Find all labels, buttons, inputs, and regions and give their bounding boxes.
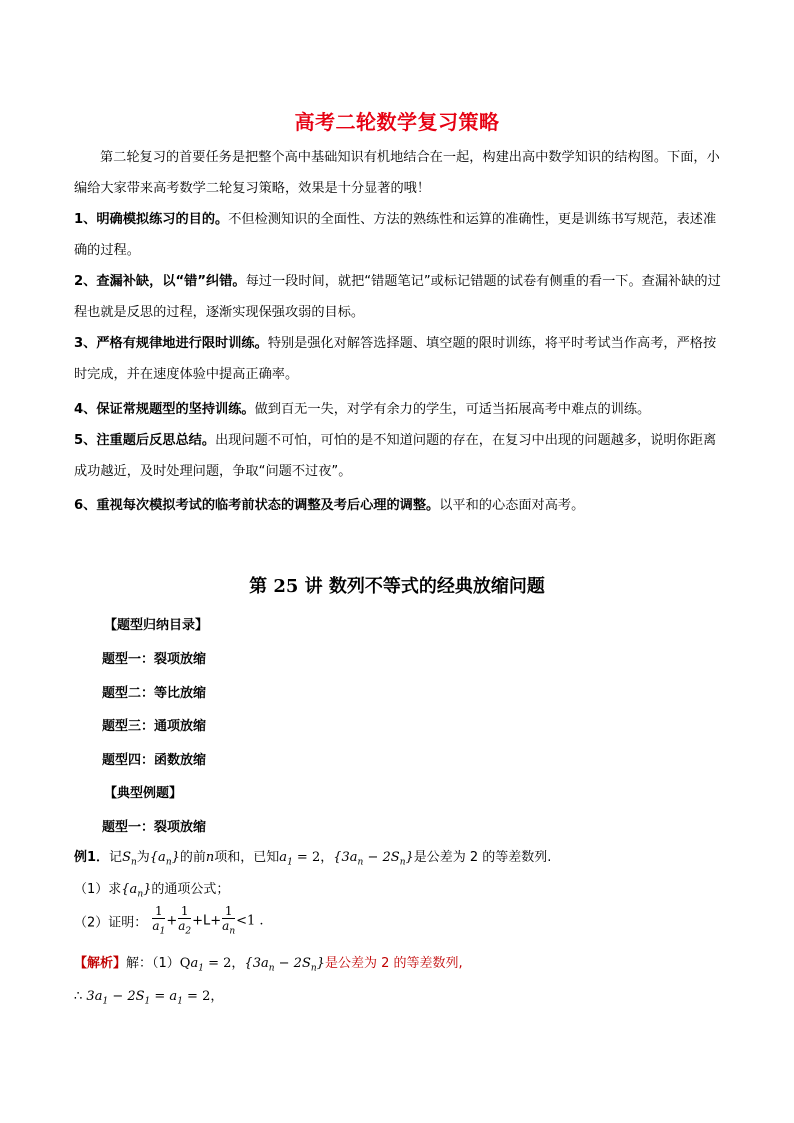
math-text: = 2 [203, 956, 232, 971]
solution-line-2 [74, 985, 223, 1007]
sol-text: 是公差为 2 的等差数列, [324, 956, 463, 971]
q-text: （2）证明： [74, 915, 148, 931]
math-text: a [279, 850, 288, 865]
math-sub: n [229, 926, 236, 937]
q-text: 的通项公式； [151, 882, 230, 897]
catalog-heading: 【题型归纳目录】 [104, 618, 209, 633]
strategy-5 [74, 425, 724, 487]
math-text: a [222, 919, 230, 933]
math-text: − 2S [108, 989, 145, 1004]
page-title: 高考二轮数学复习策略 [294, 110, 500, 134]
math-text: a [178, 919, 186, 933]
frac-den [178, 919, 191, 938]
math-because [179, 956, 232, 974]
strategy-2-head: 2、查漏补缺，以“错”纠错。 [74, 274, 246, 289]
strategy-2 [74, 266, 724, 328]
math-text: − 2S [363, 850, 400, 865]
strategy-4 [74, 394, 724, 425]
example-label: 例1． [74, 850, 110, 865]
math-text: {a [149, 850, 166, 865]
math-sub: n [310, 963, 317, 974]
strategy-3-body: 特别是强化对解答选择题、填空题的限时训练，将平时考试当作高考，严格按时完成，并在速度体验中提高正确率。 [74, 336, 717, 382]
frac-den [152, 919, 165, 938]
frac-num: 1 [222, 904, 235, 919]
math-sub: 1 [177, 996, 183, 1007]
stem-text: 为 [136, 850, 150, 865]
math-sub: 2 [185, 926, 192, 937]
math-text: } [316, 956, 325, 971]
math-sub: n [137, 889, 144, 900]
math-text: a [190, 956, 199, 971]
catalog-item-2: 题型二：等比放缩 [102, 686, 207, 701]
catalog-item-4: 题型四：函数放缩 [102, 753, 207, 768]
strategy-4-head: 4、保证常规题型的坚持训练。 [74, 402, 255, 417]
stem-text: 是公差为 2 的等差数列. [413, 850, 552, 865]
math-seq-expr [244, 956, 325, 974]
examples-heading: 【典型例题】 [104, 786, 183, 801]
math-text: {3a [333, 850, 358, 865]
math-sub: 1 [287, 857, 293, 868]
math-op: + [210, 913, 222, 929]
fraction-1-over-a2 [178, 904, 191, 938]
math-ellipsis: L [203, 913, 211, 929]
math-line2 [86, 989, 224, 1007]
math-seq-expr [333, 850, 414, 868]
strategy-5-body: 出现问题不可怕，可怕的是不知道问题的存在，在复习中出现的问题越多，说明你距离成功越近，及时处理问题，争取“问题不过夜”。 [74, 433, 717, 479]
math-text: 3a [86, 989, 103, 1004]
math-lt1: <1 . [236, 913, 264, 929]
sol-text: ， [231, 956, 245, 971]
analysis-label: 【解析】 [74, 956, 127, 971]
fraction-1-over-an [222, 904, 235, 938]
math-sub: n [165, 857, 172, 868]
math-sub: n [130, 857, 137, 868]
strategy-4-body: 做到百无一失，对学有余力的学生，可适当拓展高考中难点的训练。 [254, 402, 651, 417]
stem-text: 的前 [179, 850, 206, 865]
math-S: S [122, 850, 131, 865]
section-one-heading: 题型一：裂项放缩 [102, 820, 207, 835]
strategy-1 [74, 204, 724, 266]
math-sub: n [357, 857, 364, 868]
math-a1 [279, 850, 321, 868]
intro-paragraph: 第二轮复习的首要任务是把整个高中基础知识有机地结合在一起，构建出高中数学知识的结构图。下面，小编给大家带来高考数学二轮复习策略，效果是十分显著的哦！ [74, 150, 720, 196]
strategy-6-head: 6、重视每次模拟考试的临考前状态的调整及考后心理的调整。 [74, 498, 440, 513]
example-1-stem [74, 846, 551, 868]
strategy-6-body: 以平和的心态面对高考。 [439, 498, 585, 513]
stem-text: ， [320, 850, 334, 865]
math-text: } [143, 882, 152, 897]
math-Sn [122, 850, 137, 868]
math-text: = 2， [182, 989, 224, 1004]
strategy-6 [74, 490, 724, 521]
strategy-2-body: 每过一段时间，就把“错题笔记”或标记错题的试卷有侧重的看一下。查漏补缺的过程也就是反思的过程，逐渐实现保强攻弱的目标。 [74, 274, 721, 320]
math-sub: n [268, 963, 275, 974]
math-sub: n [399, 857, 406, 868]
frac-den [222, 919, 235, 938]
math-text: } [171, 850, 180, 865]
math-op: + [166, 913, 178, 929]
math-text: {3a [244, 956, 269, 971]
lecture-title: 第 25 讲 数列不等式的经典放缩问题 [249, 576, 545, 597]
solution-line-1 [74, 952, 463, 974]
math-text: } [405, 850, 414, 865]
stem-text: 记 [109, 850, 123, 865]
math-text: = 2 [292, 850, 321, 865]
math-op: + [192, 913, 204, 929]
q-text: （1）求 [74, 882, 122, 897]
catalog-item-3: 题型三：通项放缩 [102, 719, 207, 734]
question-2 [74, 904, 264, 938]
math-text: = a [150, 989, 178, 1004]
stem-text: 项和，已知 [214, 850, 280, 865]
catalog-item-1: 题型一：裂项放缩 [102, 652, 207, 667]
math-n: n [205, 850, 215, 865]
math-sub: 1 [144, 996, 151, 1007]
fraction-1-over-a1 [152, 904, 165, 938]
math-sub: 1 [102, 996, 109, 1007]
question-1 [74, 878, 229, 900]
strategy-5-head: 5、注重题后反思总结。 [74, 433, 216, 448]
math-text: Q [179, 956, 191, 971]
math-seq-an [121, 882, 152, 900]
math-text: a [152, 919, 160, 933]
math-sub: 1 [159, 926, 166, 937]
sol-text: 解：（1） [126, 956, 180, 971]
therefore-symbol: ∴ [74, 989, 83, 1004]
math-text: − 2S [274, 956, 311, 971]
math-seq-an [149, 850, 180, 868]
strategy-1-body: 不但检测知识的全面性、方法的熟练性和运算的准确性，更是训练书写规范，表述准确的过程。 [74, 212, 717, 258]
frac-num: 1 [152, 904, 165, 919]
math-text: {a [121, 882, 138, 897]
strategy-3 [74, 328, 724, 390]
strategy-1-head: 1、明确模拟练习的目的。 [74, 212, 229, 227]
frac-num: 1 [178, 904, 191, 919]
math-sub: 1 [198, 963, 204, 974]
strategy-3-head: 3、严格有规律地进行限时训练。 [74, 336, 268, 351]
